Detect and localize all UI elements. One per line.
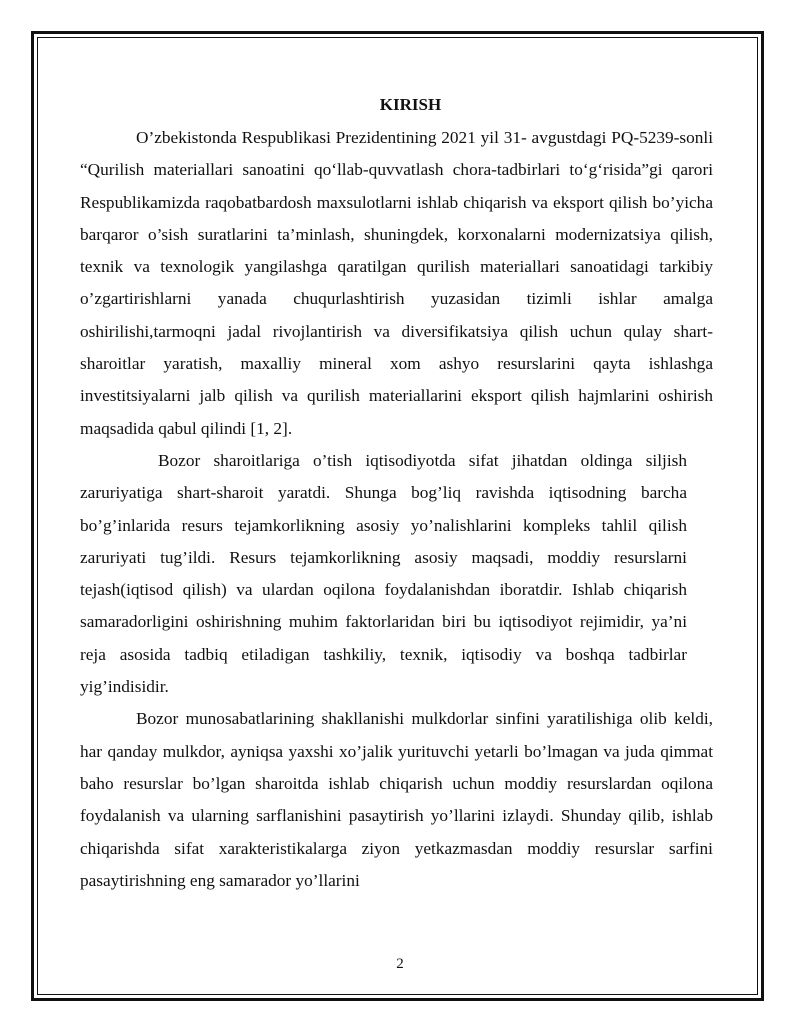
document-body [80, 92, 713, 897]
paragraph-2: Bozor sharoitlariga o’tish iqtisodiyotda sifat jihatdan oldinga siljish zaruriyatiga shart-sharoit yaratdi. Shunga bog’liq ravishda iqtisodning barcha bo’g’inlarida resurs tejamkorlikning asosiy yo’nalishlarini kompleks tahlil qilish zaruriyati tug’ildi. Resurs tejamkorlikning asosiy maqsadi, moddiy resurslarni tejash(iqtisod qilish) va ulardan oqilona foydalanishdan iboratdir. Ishlab chiqarish samaradorligini oshirishning muhim faktorlaridan biri bu iqtisodiyot rejimidir, ya’ni reja asosida tadbiq etiladigan tashkiliy, texnik, iqtisodiy va boshqa tadbirlar yig’indisidir. [80, 450, 687, 697]
paragraph-3: Bozor munosabatlarining shakllanishi mulkdorlar sinfini yaratilishiga olib keldi, har qanday mulkdor, ayniqsa yaxshi xo’jalik yurituvchi yetarli bo’lmagan va juda qimmat baho resurslar bo’lgan sharoitda ishlab chiqarish uchun moddiy resurslardan oqilona foydalanish va ularning sarflanishini pasaytirish yo’llarini izlaydi. Shunday qilib, ishlab chiqarishda sifat xarakteristikalarga ziyon yetkazmasdan moddiy resurslar sarfini pasaytirishning eng samarador yo’llarini [80, 709, 713, 890]
section-title: KIRISH [379, 95, 442, 114]
paragraph-1: O’zbekistonda Respublikasi Prezidentining 2021 yil 31- avgustdagi PQ-5239-sonli “Qurilish materiallari sanoatini qo‘llab-quvvatlash chora-tadbirlari to‘g‘risida”gi qarori Respublikamizda raqobatbardosh maxsulotlarni ishlab chiqarish va eksport qilish bo’yicha barqaror o’sish suratlarini ta’minlash, shuningdek, korxonalarni modernizatsiya qilish, texnik va texnologik yangilashga qaratilgan qurilish materiallari sanoatidagi tarkibiy o’zgartirishlarni yanada chuqurlashtirish yuzasidan tizimli ishlar amalga oshirilishi,tarmoqni jadal rivojlantirish va diversifikatsiya qilish uchun qulay shart-sharoitlar yaratish, maxalliy mineral xom ashyo resurslarini qayta ishlashga investitsiyalarni jalb qilish va qurilish materiallarini eksport qilish hajmlarini oshirish maqsadida qabul qilindi [1, 2]. [80, 128, 713, 438]
page-number: 2 [396, 956, 404, 972]
